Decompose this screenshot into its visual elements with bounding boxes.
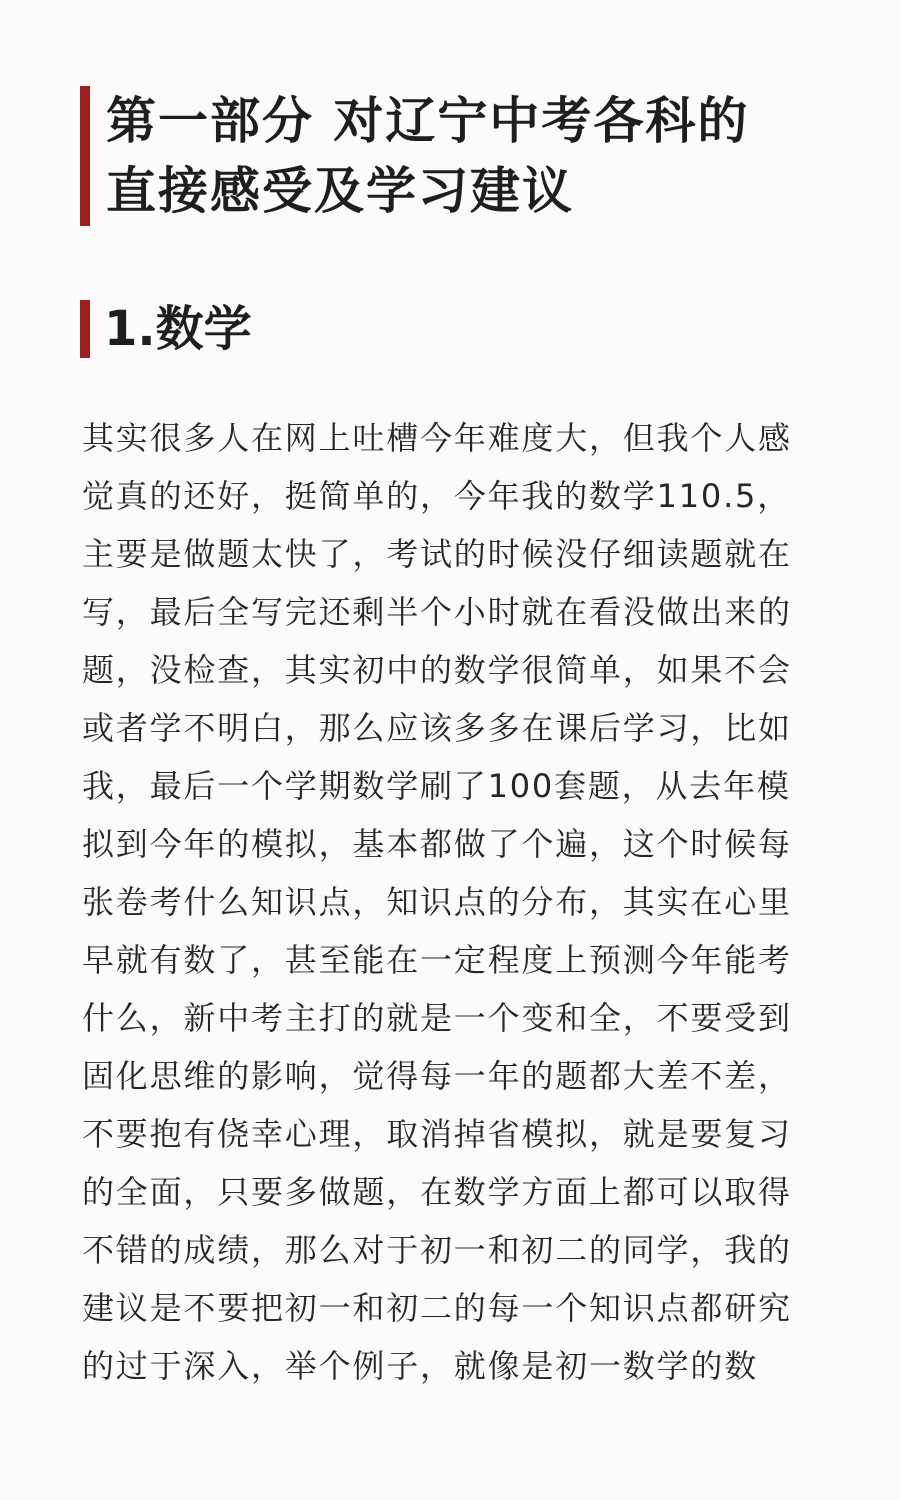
subsection-heading: 1.数学 xyxy=(80,300,252,358)
paragraph-line: 觉真的还好，挺简单的，今年我的数学110.5， xyxy=(82,477,792,515)
paragraph-line: 我，最后一个学期数学刷了100套题，从去年模 xyxy=(82,767,791,805)
paragraph-line: 不错的成绩，那么对于初一和初二的同学，我的 xyxy=(82,1231,792,1269)
article-body xyxy=(82,409,822,1395)
paragraph-line: 拟到今年的模拟，基本都做了个遍，这个时候每 xyxy=(82,825,792,863)
section-heading xyxy=(80,86,800,226)
paragraph-line: 或者学不明白，那么应该多多在课后学习，比如 xyxy=(82,709,792,747)
paragraph-line: 什么，新中考主打的就是一个变和全，不要受到 xyxy=(82,999,792,1037)
paragraph-line: 建议是不要把初一和初二的每一个知识点都研究 xyxy=(82,1289,792,1327)
section-heading-line: 第一部分 对辽宁中考各科的 xyxy=(106,92,750,150)
section-heading-line: 直接感受及学习建议 xyxy=(106,162,574,220)
paragraph-line: 主要是做题太快了，考试的时候没仔细读题就在 xyxy=(82,535,792,573)
paragraph-line: 不要抱有侥幸心理，取消掉省模拟，就是要复习 xyxy=(82,1115,792,1153)
paragraph-line: 固化思维的影响，觉得每一年的题都大差不差， xyxy=(82,1057,792,1095)
paragraph-line: 的过于深入，举个例子，就像是初一数学的数 xyxy=(82,1347,759,1385)
paragraph-line: 其实很多人在网上吐槽今年难度大，但我个人感 xyxy=(82,419,792,457)
paragraph-line: 早就有数了，甚至能在一定程度上预测今年能考 xyxy=(82,941,792,979)
paragraph-line: 题，没检查，其实初中的数学很简单，如果不会 xyxy=(82,651,792,689)
paragraph-line: 张卷考什么知识点，知识点的分布，其实在心里 xyxy=(82,883,792,921)
paragraph-line: 写，最后全写完还剩半个小时就在看没做出来的 xyxy=(82,593,792,631)
paragraph-line: 的全面，只要多做题，在数学方面上都可以取得 xyxy=(82,1173,792,1211)
